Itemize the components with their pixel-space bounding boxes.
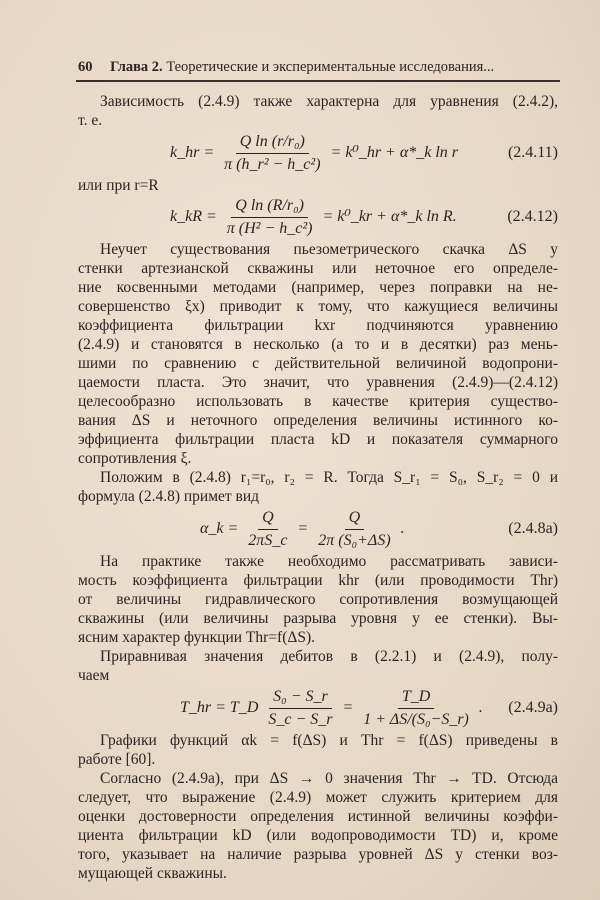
paragraph-6 xyxy=(78,731,558,883)
text-line: оценки достоверности определения истинной величины коэффи- xyxy=(78,808,558,825)
paragraph-2 xyxy=(78,176,558,195)
equation-number: (2.4.11) xyxy=(507,144,558,161)
equation-number: (2.4.9a) xyxy=(508,699,558,716)
numerator: Q ln (R/r₀) xyxy=(231,197,308,218)
numerator: Q xyxy=(345,509,365,530)
text-line: шими по сравнению с действительной величиной водопрони- xyxy=(78,355,558,372)
equation-number: (2.4.8a) xyxy=(508,520,558,537)
text-line: цаемости пласта. Это значит, что уравнения (2.4.9)—(2.4.12) xyxy=(78,374,558,391)
eq-lhs: k_kR = xyxy=(170,208,217,225)
fraction xyxy=(359,688,473,729)
denominator: 1 + ΔS/(S₀−S_r) xyxy=(363,710,469,728)
text-line: На практике также необходимо рассматривать зависи- xyxy=(100,553,558,570)
text-line: целесообразно использовать в качестве критерия существо- xyxy=(78,393,558,410)
text-line: Положим в (2.4.8) r₁=r₀, r₂ = R. Тогда S_r₁ = S₀, S_r₂ = 0 и xyxy=(100,469,558,486)
denominator: π (h_r² − h_c²) xyxy=(224,155,321,173)
numerator: Q ln (r/r₀) xyxy=(236,133,309,154)
equals: = xyxy=(297,520,309,537)
fraction xyxy=(244,509,291,550)
text-line: от величины гидравлического сопротивления возмущающей xyxy=(78,591,558,608)
equation-2-4-11 xyxy=(78,132,558,174)
period: . xyxy=(400,520,405,537)
text-line: работе [60]. xyxy=(78,751,156,768)
text-line: Неучет существования пьезометрического скачка ΔS у xyxy=(100,241,558,258)
eq-rhs: = k⁰_hr + α*_k ln r xyxy=(330,144,459,161)
text-line: Согласно (2.4.9а), при ΔS → 0 значения Thr → TD. Отсюда xyxy=(100,770,558,787)
fraction xyxy=(264,688,336,729)
text-line: т. е. xyxy=(78,112,103,129)
text-line: сопротивления ξ. xyxy=(78,450,192,467)
text-line: чаем xyxy=(78,667,110,684)
text-line: мость коэффициента фильтрации khr (или проводимости Thr) xyxy=(78,572,558,589)
chapter-title: Теоретические и экспериментальные исследования... xyxy=(166,59,495,75)
fraction xyxy=(223,197,317,238)
text-line: Зависимость (2.4.9) также характерна для уравнения (2.4.2), xyxy=(100,93,558,110)
chapter-label: Глава 2. xyxy=(110,59,163,75)
denominator: π (H² − h_c²) xyxy=(226,219,313,237)
text-line: совершенство ξx) приводит к тому, что кажущиеся величины xyxy=(78,298,558,315)
text-line: следует, что выражение (2.4.9) может служить критерием для xyxy=(78,789,558,806)
numerator: T_D xyxy=(398,688,434,709)
text-line: мущающей скважины. xyxy=(78,865,227,882)
numerator: Q xyxy=(258,509,278,530)
eq-lhs: T_hr = T_D xyxy=(180,699,259,716)
text-line: ясним характер функции Thr=f(ΔS). xyxy=(78,629,316,646)
equation-number: (2.4.12) xyxy=(507,208,558,225)
page-number: 60 xyxy=(78,59,93,75)
paragraph-4 xyxy=(78,468,558,506)
eq-rhs: = k⁰_kr + α*_k ln R. xyxy=(322,208,457,225)
text-line: Приравнивая значения дебитов в (2.2.1) и (2.4.9), полу- xyxy=(100,648,558,665)
eq-lhs: α_k = xyxy=(200,520,239,537)
equals: = xyxy=(342,699,354,716)
text-line: стенки артезианской скважины или неточное его определе- xyxy=(78,260,558,277)
text-line: вания ΔS и неточного определения величины истинного ко- xyxy=(78,412,558,429)
text-line: Графики функций αk = f(ΔS) и Thr = f(ΔS) приведены в xyxy=(100,732,558,749)
equation-2-4-8a xyxy=(78,508,558,550)
denominator: S_c − S_r xyxy=(268,710,333,728)
paragraph-3 xyxy=(78,240,558,468)
denominator: 2πS_c xyxy=(248,531,288,549)
text-line: коэффициента фильтрации kxr подчиняются уравнению xyxy=(78,317,558,334)
text-line: (2.4.9) и становятся в несколько (а то и в десятки) раз мень- xyxy=(78,336,558,353)
text-line: формула (2.4.8) примет вид xyxy=(78,488,260,505)
equation-2-4-12 xyxy=(78,196,558,238)
paragraph-5 xyxy=(78,552,558,685)
period: . xyxy=(478,699,483,716)
text-line: или при r=R xyxy=(78,177,159,194)
text-line: циента фильтрации kD (или водопроводимости TD) и, кроме xyxy=(78,827,558,844)
eq-lhs: k_hr = xyxy=(170,144,215,161)
paragraph-1 xyxy=(78,92,558,130)
running-header xyxy=(78,58,558,76)
denominator: 2π (S₀+ΔS) xyxy=(318,531,391,549)
numerator: S₀ − S_r xyxy=(269,688,332,709)
header-rule xyxy=(76,80,560,82)
fraction xyxy=(220,133,324,174)
text-line: скважины (или величины разрыва уровня у ее стенки). Вы- xyxy=(78,610,558,627)
text-line: ние косвенными методами (например, через поправки на не- xyxy=(78,279,558,296)
equation-2-4-9a xyxy=(78,687,558,729)
fraction xyxy=(314,509,394,550)
text-line: эффициента фильтрации пласта kD и показателя суммарного xyxy=(78,431,558,448)
text-line: того, указывает на наличие разрыва уровней ΔS у стенки воз- xyxy=(78,846,558,863)
